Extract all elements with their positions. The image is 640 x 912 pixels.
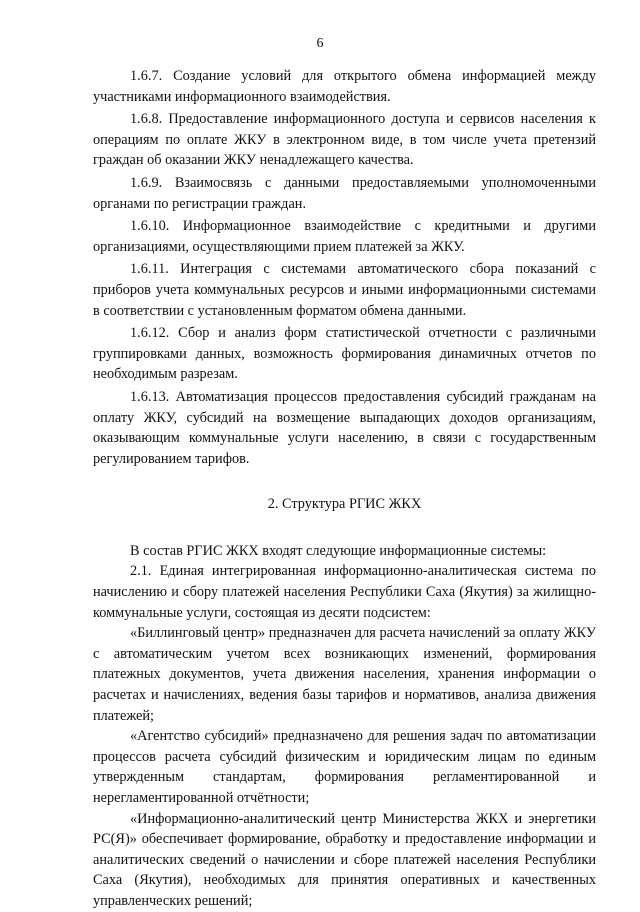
item-2-1: 2.1. Единая интегрированная информационно-аналитическая система по начислению и сбору платежей населения Республики Саха (Якутия) за жилищно-коммунальные услуги, состоящая из десяти подсистем: (93, 563, 596, 621)
subsidy-agency-paragraph: «Агентство субсидий» предназначено для решения задач по автоматизации процессов расчета субсидий физическим и юридическим лицам по единым утвержденным стандартам, формирования регламентированной и нерегламентированной отчётности; (93, 728, 596, 806)
analytics-center-paragraph: «Информационно-аналитический центр Министерства ЖКХ и энергетики РС(Я)» обеспечивает формирование, обработку и предоставление информации и аналитических сведений о начислении и сборе платежей населения Республики Саха (Якутия), необходимых для принятия оперативных и качественных управленческих решений; (93, 810, 596, 909)
item-1-6-12: 1.6.12. Сбор и анализ форм статистической отчетности с различными группировками данных, возможность формирования динамичных отчетов по необходимым разрезам. (93, 325, 596, 383)
item-1-6-11: 1.6.11. Интеграция с системами автоматического сбора показаний с приборов учета коммунальных ресурсов и иными информационными системами в соответствии с установленным форматом обмена данными. (93, 261, 596, 319)
item-1-6-10: 1.6.10. Информационное взаимодействие с кредитными и другими организациями, осуществляющими прием платежей за ЖКУ. (93, 218, 596, 255)
item-1-6-7: 1.6.7. Создание условий для открытого обмена информацией между участниками информационного взаимодействия. (93, 68, 596, 105)
item-1-6-13: 1.6.13. Автоматизация процессов предоставления субсидий гражданам на оплату ЖКУ, субсидий на возмещение выпадающих доходов организациям, оказывающим коммунальные услуги населению, в связи с государственным регулированием тарифов. (93, 388, 596, 467)
page-number: 6 (316, 36, 324, 51)
billing-center-paragraph: «Биллинговый центр» предназначен для расчета начислений за оплату ЖКУ с автоматическим учетом всех возникающих изменений, формирования платежных документов, учета движения населения, хранения информации о расчетах и начислениях, ведения базы тарифов и нормативов, анализа движения платежей; (93, 625, 596, 724)
document-body (93, 66, 596, 912)
section-heading: 2. Структура РГИС ЖКХ (267, 496, 422, 513)
section-intro-paragraph: В состав РГИС ЖКХ входят следующие информационные системы: (130, 542, 547, 559)
item-1-6-9: 1.6.9. Взаимосвязь с данными предоставляемыми уполномоченными органами по регистрации граждан. (93, 174, 596, 212)
item-1-6-8: 1.6.8. Предоставление информационного доступа и сервисов населения к операциям по оплате ЖКУ в электронном виде, в том числе учета претензий граждан об оказании ЖКУ ненадлежащего качества. (93, 111, 596, 169)
